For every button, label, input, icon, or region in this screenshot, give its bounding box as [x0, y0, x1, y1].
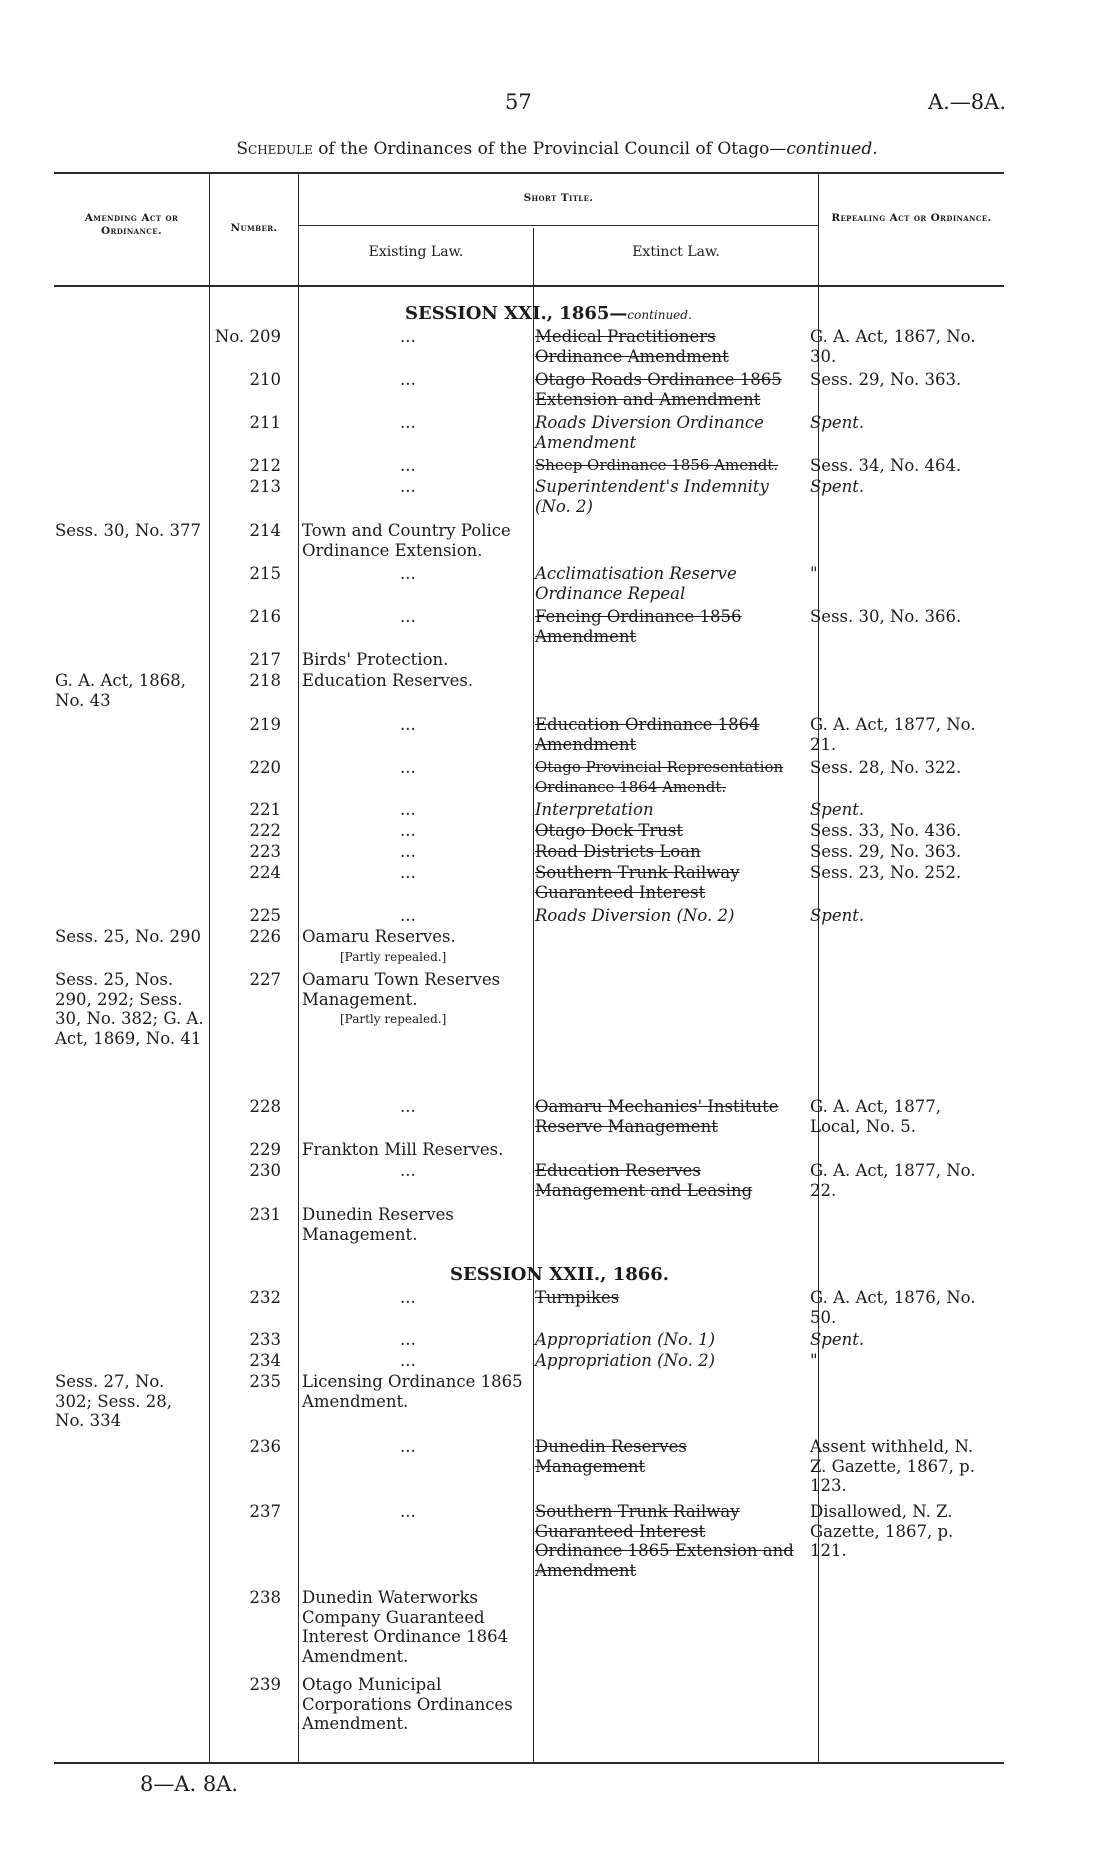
row-number: 217	[249, 650, 281, 669]
row-number: 223	[249, 842, 281, 861]
col-header-short-title: Short Title.	[523, 192, 594, 204]
extinct-law: Otago Dock Trust	[535, 821, 684, 840]
session-heading	[405, 303, 692, 324]
row-number: 235	[249, 1372, 281, 1391]
row-number: 219	[249, 715, 281, 734]
extinct-law: Southern Trunk Railway Guaranteed Interest	[535, 863, 740, 902]
repealing-act: Sess. 30, No. 366.	[810, 607, 962, 626]
session-heading-continued: continued.	[627, 308, 692, 322]
page-reference: A.—8A.	[927, 90, 1006, 114]
extinct-law: Acclimatisation Reserve Ordinance Repeal	[535, 564, 737, 603]
amending-act: Sess. 27, No. 302; Sess. 28, No. 334	[55, 1372, 173, 1430]
row-number: 236	[249, 1437, 281, 1456]
ellipsis: ...	[400, 842, 416, 861]
row-number: 221	[249, 800, 281, 819]
ellipsis: ...	[400, 1502, 416, 1521]
row-number: No. 209	[214, 327, 281, 346]
col-header-number: Number.	[230, 222, 278, 234]
row-number: 213	[249, 477, 281, 496]
row-number: 218	[249, 671, 281, 690]
partly-repealed-note: [Partly repealed.]	[340, 1012, 447, 1026]
table-caption	[0, 139, 1114, 159]
ellipsis: ...	[400, 370, 416, 389]
col-rule-1	[209, 172, 210, 1762]
existing-law: Oamaru Reserves.	[302, 927, 456, 946]
repealing-act: "	[810, 1351, 818, 1370]
repealing-act: Assent withheld, N. Z. Gazette, 1867, p. 123.	[810, 1437, 975, 1495]
extinct-law: Interpretation	[535, 800, 654, 819]
page-number: 57	[505, 90, 532, 114]
row-number: 234	[249, 1351, 281, 1370]
row-number: 232	[249, 1288, 281, 1307]
row-number: 227	[249, 970, 281, 989]
col-header-repealing: Repealing Act or Ordinance.	[831, 212, 992, 224]
col-rule-2	[298, 172, 299, 1762]
amending-act: Sess. 25, Nos. 290, 292; Sess. 30, No. 382; G. A. Act, 1869, No. 41	[55, 970, 204, 1048]
row-number: 233	[249, 1330, 281, 1349]
repealing-act: Spent.	[810, 800, 865, 819]
existing-law: Birds' Protection.	[302, 650, 449, 669]
extinct-law: Otago Roads Ordinance 1865 Extension and Amendment	[535, 370, 782, 409]
ellipsis: ...	[400, 906, 416, 925]
amending-act: G. A. Act, 1868, No. 43	[55, 671, 187, 710]
ellipsis: ...	[400, 477, 416, 496]
ellipsis: ...	[400, 1330, 416, 1349]
existing-law: Education Reserves.	[302, 671, 474, 690]
repealing-act: Spent.	[810, 477, 865, 496]
ellipsis: ...	[400, 800, 416, 819]
repealing-act: Disallowed, N. Z. Gazette, 1867, p. 121.	[810, 1502, 954, 1560]
extinct-law: Roads Diversion Ordinance Amendment	[535, 413, 764, 452]
caption-schedule: Schedule	[236, 139, 313, 159]
ellipsis: ...	[400, 821, 416, 840]
row-number: 231	[249, 1205, 281, 1224]
repealing-act: G. A. Act, 1867, No. 30.	[810, 327, 976, 366]
col-header-amending: Amending Act or Ordinance.	[84, 212, 179, 237]
caption-text: of the Ordinances of the Provincial Council of Otago—	[312, 139, 787, 159]
ellipsis: ...	[400, 564, 416, 583]
existing-law: Frankton Mill Reserves.	[302, 1140, 504, 1159]
session-heading-title: SESSION XXI., 1865—	[405, 303, 628, 324]
ellipsis: ...	[400, 327, 416, 346]
session-heading: SESSION XXII., 1866.	[450, 1264, 670, 1285]
row-number: 230	[249, 1161, 281, 1180]
repealing-act: G. A. Act, 1877, No. 22.	[810, 1161, 976, 1200]
col-rule-3	[533, 228, 534, 1762]
repealing-act: Sess. 28, No. 322.	[810, 758, 962, 777]
ellipsis: ...	[400, 1097, 416, 1116]
repealing-act: Sess. 29, No. 363.	[810, 842, 962, 861]
extinct-law: Otago Provincial Representation Ordinance 1864 Amendt.	[535, 758, 784, 796]
row-number: 229	[249, 1140, 281, 1159]
row-number: 238	[249, 1588, 281, 1607]
extinct-law: Dunedin Reserves Management	[535, 1437, 687, 1476]
repealing-act: Sess. 23, No. 252.	[810, 863, 962, 882]
col-header-existing: Existing Law.	[368, 244, 464, 260]
extinct-law: Superintendent's Indemnity (No. 2)	[535, 477, 769, 516]
ellipsis: ...	[400, 758, 416, 777]
repealing-act: Spent.	[810, 906, 865, 925]
row-number: 211	[249, 413, 281, 432]
existing-law: Licensing Ordinance 1865 Amendment.	[302, 1372, 523, 1411]
repealing-act: G. A. Act, 1876, No. 50.	[810, 1288, 976, 1327]
extinct-law: Turnpikes	[535, 1288, 620, 1307]
row-number: 215	[249, 564, 281, 583]
repealing-act: "	[810, 564, 818, 583]
row-number: 239	[249, 1675, 281, 1694]
row-number: 210	[249, 370, 281, 389]
extinct-law: Oamaru Mechanics' Institute Reserve Management	[535, 1097, 779, 1136]
table-top-rule	[54, 172, 1004, 174]
extinct-law: Roads Diversion (No. 2)	[535, 906, 735, 925]
ellipsis: ...	[400, 1437, 416, 1456]
row-number: 224	[249, 863, 281, 882]
extinct-law: Education Reserves Management and Leasing	[535, 1161, 753, 1200]
ellipsis: ...	[400, 413, 416, 432]
extinct-law: Fencing Ordinance 1856 Amendment	[535, 607, 742, 646]
extinct-law: Appropriation (No. 2)	[535, 1351, 716, 1370]
page-footer: 8—A. 8A.	[140, 1772, 239, 1796]
ellipsis: ...	[400, 1351, 416, 1370]
repealing-act: Sess. 29, No. 363.	[810, 370, 962, 389]
existing-law: Dunedin Waterworks Company Guaranteed Interest Ordinance 1864 Amendment.	[302, 1588, 509, 1666]
col-header-extinct: Extinct Law.	[632, 244, 720, 260]
repealing-act: Spent.	[810, 1330, 865, 1349]
existing-law: Dunedin Reserves Management.	[302, 1205, 454, 1244]
existing-law: Otago Municipal Corporations Ordinances Amendment.	[302, 1675, 513, 1733]
row-number: 226	[249, 927, 281, 946]
header-bottom-rule	[54, 285, 1004, 287]
amending-act: Sess. 25, No. 290	[55, 927, 202, 946]
repealing-act: Sess. 33, No. 436.	[810, 821, 962, 840]
row-number: 216	[249, 607, 281, 626]
row-number: 228	[249, 1097, 281, 1116]
existing-law: Town and Country Police Ordinance Extension.	[302, 521, 511, 560]
row-number: 220	[249, 758, 281, 777]
extinct-law: Road Districts Loan	[535, 842, 701, 861]
ellipsis: ...	[400, 715, 416, 734]
repealing-act: Sess. 34, No. 464.	[810, 456, 962, 475]
short-title-rule	[298, 225, 818, 226]
row-number: 225	[249, 906, 281, 925]
table-bottom-rule	[54, 1762, 1004, 1764]
amending-act: Sess. 30, No. 377	[55, 521, 202, 540]
extinct-law: Sheep Ordinance 1856 Amendt.	[535, 456, 779, 474]
repealing-act: G. A. Act, 1877, Local, No. 5.	[810, 1097, 942, 1136]
row-number: 237	[249, 1502, 281, 1521]
caption-continued: continued.	[786, 139, 878, 159]
row-number: 222	[249, 821, 281, 840]
repealing-act: Spent.	[810, 413, 865, 432]
ellipsis: ...	[400, 456, 416, 475]
ellipsis: ...	[400, 1161, 416, 1180]
extinct-law: Appropriation (No. 1)	[535, 1330, 716, 1349]
ellipsis: ...	[400, 607, 416, 626]
ellipsis: ...	[400, 863, 416, 882]
repealing-act: G. A. Act, 1877, No. 21.	[810, 715, 976, 754]
extinct-law: Southern Trunk Railway Guaranteed Interest Ordinance 1865 Extension and Amendment	[535, 1502, 794, 1580]
existing-law: Oamaru Town Reserves Management.	[302, 970, 501, 1009]
extinct-law: Medical Practitioners Ordinance Amendment	[535, 327, 729, 366]
partly-repealed-note: [Partly repealed.]	[340, 950, 447, 964]
ellipsis: ...	[400, 1288, 416, 1307]
extinct-law: Education Ordinance 1864 Amendment	[535, 715, 760, 754]
row-number: 214	[249, 521, 281, 540]
row-number: 212	[249, 456, 281, 475]
